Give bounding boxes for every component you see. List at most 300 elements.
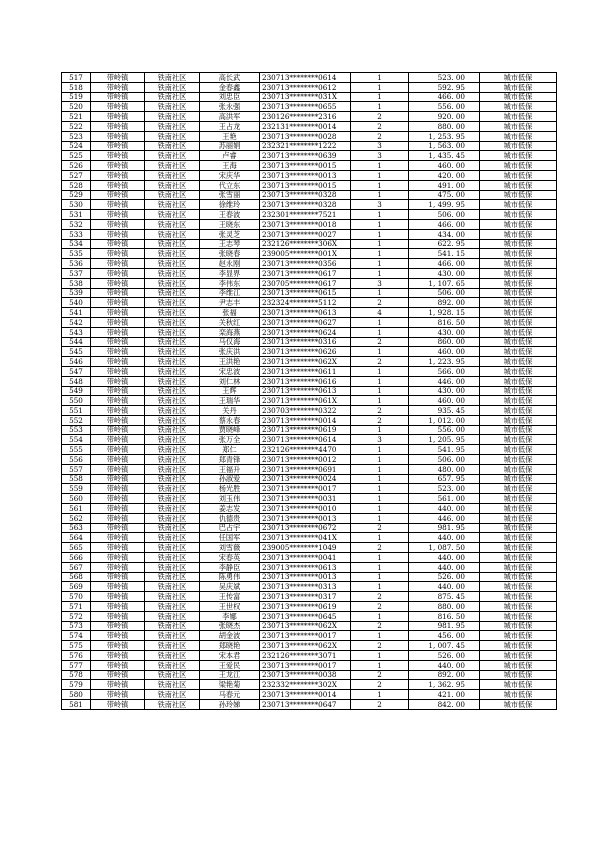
- amount-cell: 440. 00: [409, 533, 480, 543]
- row-number-cell: 556: [62, 455, 91, 465]
- community-cell: 铁南社区: [145, 239, 200, 249]
- community-cell: 铁南社区: [145, 219, 200, 229]
- row-number-cell: 533: [62, 229, 91, 239]
- row-number-cell: 543: [62, 327, 91, 337]
- category-cell: 城市低保: [480, 347, 557, 357]
- town-cell: 带岭镇: [91, 337, 145, 347]
- id-number-cell: 230705********0617: [260, 278, 351, 288]
- row-number-cell: 557: [62, 464, 91, 474]
- community-cell: 铁南社区: [145, 484, 200, 494]
- name-cell: 陈勇伟: [200, 572, 260, 582]
- row-number-cell: 563: [62, 523, 91, 533]
- community-cell: 铁南社区: [145, 278, 200, 288]
- name-cell: 宋本君: [200, 651, 260, 661]
- id-number-cell: 230713********0316: [260, 337, 351, 347]
- id-number-cell: 230713********0624: [260, 327, 351, 337]
- row-number-cell: 539: [62, 288, 91, 298]
- household-size-cell: 1: [351, 572, 409, 582]
- row-number-cell: 565: [62, 543, 91, 553]
- name-cell: 梁艳菊: [200, 680, 260, 690]
- category-cell: 城市低保: [480, 513, 557, 523]
- row-number-cell: 571: [62, 602, 91, 612]
- household-size-cell: 1: [351, 611, 409, 621]
- town-cell: 带岭镇: [91, 268, 145, 278]
- household-size-cell: 2: [351, 543, 409, 553]
- id-number-cell: 230713********0611: [260, 366, 351, 376]
- community-cell: 铁南社区: [145, 298, 200, 308]
- community-cell: 铁南社区: [145, 259, 200, 269]
- amount-cell: 556. 00: [409, 425, 480, 435]
- id-number-cell: 230713********0619: [260, 425, 351, 435]
- amount-cell: 556. 00: [409, 102, 480, 112]
- id-number-cell: 232321********1222: [260, 141, 351, 151]
- category-cell: 城市低保: [480, 396, 557, 406]
- amount-cell: 430. 00: [409, 268, 480, 278]
- town-cell: 带岭镇: [91, 131, 145, 141]
- household-size-cell: 1: [351, 366, 409, 376]
- community-cell: 铁南社区: [145, 151, 200, 161]
- category-cell: 城市低保: [480, 308, 557, 318]
- id-number-cell: 230713********0013: [260, 170, 351, 180]
- household-size-cell: 1: [351, 660, 409, 670]
- town-cell: 带岭镇: [91, 445, 145, 455]
- id-number-cell: 230713********0015: [260, 161, 351, 171]
- town-cell: 带岭镇: [91, 572, 145, 582]
- table-row: [62, 670, 557, 680]
- category-cell: 城市低保: [480, 317, 557, 327]
- table-row: [62, 513, 557, 523]
- table-row: [62, 229, 557, 239]
- name-cell: 王世权: [200, 602, 260, 612]
- community-cell: 铁南社区: [145, 553, 200, 563]
- category-cell: 城市低保: [480, 553, 557, 563]
- table-row: [62, 641, 557, 651]
- name-cell: 巴占宇: [200, 523, 260, 533]
- amount-cell: 892. 00: [409, 298, 480, 308]
- name-cell: 郑青锋: [200, 455, 260, 465]
- name-cell: 刘忠臣: [200, 92, 260, 102]
- name-cell: 任国军: [200, 533, 260, 543]
- row-number-cell: 531: [62, 210, 91, 220]
- community-cell: 铁南社区: [145, 337, 200, 347]
- town-cell: 带岭镇: [91, 611, 145, 621]
- table-row: [62, 523, 557, 533]
- town-cell: 带岭镇: [91, 592, 145, 602]
- row-number-cell: 561: [62, 504, 91, 514]
- town-cell: 带岭镇: [91, 308, 145, 318]
- row-number-cell: 578: [62, 670, 91, 680]
- table-row: [62, 464, 557, 474]
- community-cell: 铁南社区: [145, 112, 200, 122]
- amount-cell: 1, 007. 45: [409, 641, 480, 651]
- amount-cell: 880. 00: [409, 121, 480, 131]
- category-cell: 城市低保: [480, 504, 557, 514]
- table-row: [62, 268, 557, 278]
- household-size-cell: 1: [351, 210, 409, 220]
- table-row: [62, 366, 557, 376]
- household-size-cell: 2: [351, 112, 409, 122]
- category-cell: 城市低保: [480, 170, 557, 180]
- community-cell: 铁南社区: [145, 288, 200, 298]
- category-cell: 城市低保: [480, 464, 557, 474]
- row-number-cell: 549: [62, 386, 91, 396]
- row-number-cell: 569: [62, 582, 91, 592]
- town-cell: 带岭镇: [91, 621, 145, 631]
- name-cell: 张庆洪: [200, 347, 260, 357]
- amount-cell: 860. 00: [409, 337, 480, 347]
- household-size-cell: 1: [351, 376, 409, 386]
- name-cell: 姜志发: [200, 504, 260, 514]
- amount-cell: 816. 50: [409, 317, 480, 327]
- household-size-cell: 1: [351, 268, 409, 278]
- household-size-cell: 2: [351, 621, 409, 631]
- id-number-cell: 230713********0017: [260, 660, 351, 670]
- row-number-cell: 520: [62, 102, 91, 112]
- category-cell: 城市低保: [480, 611, 557, 621]
- id-number-cell: 230713********0672: [260, 523, 351, 533]
- town-cell: 带岭镇: [91, 376, 145, 386]
- amount-cell: 506. 00: [409, 210, 480, 220]
- id-number-cell: 232301********7521: [260, 210, 351, 220]
- name-cell: 胡金波: [200, 631, 260, 641]
- household-size-cell: 1: [351, 386, 409, 396]
- category-cell: 城市低保: [480, 288, 557, 298]
- amount-cell: 440. 00: [409, 553, 480, 563]
- table-row: [62, 102, 557, 112]
- name-cell: 代立东: [200, 180, 260, 190]
- row-number-cell: 560: [62, 494, 91, 504]
- town-cell: 带岭镇: [91, 190, 145, 200]
- household-size-cell: 2: [351, 523, 409, 533]
- household-size-cell: 1: [351, 425, 409, 435]
- id-number-cell: 230126********2316: [260, 112, 351, 122]
- household-size-cell: 1: [351, 219, 409, 229]
- category-cell: 城市低保: [480, 249, 557, 259]
- household-size-cell: 1: [351, 288, 409, 298]
- id-number-cell: 230713********0356: [260, 259, 351, 269]
- name-cell: 王瑞华: [200, 396, 260, 406]
- benefit-table: [61, 72, 557, 710]
- community-cell: 铁南社区: [145, 611, 200, 621]
- row-number-cell: 525: [62, 151, 91, 161]
- category-cell: 城市低保: [480, 219, 557, 229]
- household-size-cell: 1: [351, 513, 409, 523]
- town-cell: 带岭镇: [91, 513, 145, 523]
- amount-cell: 421. 00: [409, 690, 480, 700]
- amount-cell: 592. 95: [409, 82, 480, 92]
- amount-cell: 981. 95: [409, 523, 480, 533]
- household-size-cell: 1: [351, 445, 409, 455]
- name-cell: 郑仁: [200, 445, 260, 455]
- category-cell: 城市低保: [480, 660, 557, 670]
- row-number-cell: 568: [62, 572, 91, 582]
- row-number-cell: 523: [62, 131, 91, 141]
- amount-cell: 1, 563. 00: [409, 141, 480, 151]
- table-row: [62, 337, 557, 347]
- amount-cell: 446. 00: [409, 513, 480, 523]
- category-cell: 城市低保: [480, 484, 557, 494]
- category-cell: 城市低保: [480, 141, 557, 151]
- household-size-cell: 2: [351, 357, 409, 367]
- amount-cell: 466. 00: [409, 259, 480, 269]
- category-cell: 城市低保: [480, 278, 557, 288]
- name-cell: 张晓杰: [200, 621, 260, 631]
- town-cell: 带岭镇: [91, 651, 145, 661]
- name-cell: 栾海燕: [200, 327, 260, 337]
- household-size-cell: 1: [351, 464, 409, 474]
- name-cell: 孙玲娣: [200, 700, 260, 710]
- amount-cell: 523. 00: [409, 73, 480, 83]
- table-row: [62, 425, 557, 435]
- name-cell: 张晓春: [200, 249, 260, 259]
- name-cell: 张灵芝: [200, 229, 260, 239]
- category-cell: 城市低保: [480, 357, 557, 367]
- community-cell: 铁南社区: [145, 249, 200, 259]
- community-cell: 铁南社区: [145, 513, 200, 523]
- name-cell: 李显界: [200, 268, 260, 278]
- town-cell: 带岭镇: [91, 641, 145, 651]
- name-cell: 王爱民: [200, 660, 260, 670]
- id-number-cell: 230713********0615: [260, 288, 351, 298]
- name-cell: 金春鑫: [200, 82, 260, 92]
- household-size-cell: 1: [351, 102, 409, 112]
- name-cell: 李静臣: [200, 562, 260, 572]
- id-number-cell: 230713********0626: [260, 347, 351, 357]
- household-size-cell: 1: [351, 180, 409, 190]
- amount-cell: 446. 00: [409, 376, 480, 386]
- household-size-cell: 1: [351, 92, 409, 102]
- town-cell: 带岭镇: [91, 690, 145, 700]
- id-number-cell: 239005********001X: [260, 249, 351, 259]
- row-number-cell: 518: [62, 82, 91, 92]
- household-size-cell: 3: [351, 278, 409, 288]
- table-row: [62, 543, 557, 553]
- town-cell: 带岭镇: [91, 631, 145, 641]
- town-cell: 带岭镇: [91, 680, 145, 690]
- row-number-cell: 535: [62, 249, 91, 259]
- amount-cell: 460. 00: [409, 396, 480, 406]
- name-cell: 宋忠波: [200, 366, 260, 376]
- household-size-cell: 1: [351, 455, 409, 465]
- table-row: [62, 680, 557, 690]
- row-number-cell: 544: [62, 337, 91, 347]
- amount-cell: 420. 00: [409, 170, 480, 180]
- category-cell: 城市低保: [480, 602, 557, 612]
- table-row: [62, 200, 557, 210]
- category-cell: 城市低保: [480, 455, 557, 465]
- amount-cell: 892. 00: [409, 670, 480, 680]
- name-cell: 杨光胜: [200, 484, 260, 494]
- amount-cell: 460. 00: [409, 161, 480, 171]
- community-cell: 铁南社区: [145, 700, 200, 710]
- community-cell: 铁南社区: [145, 631, 200, 641]
- community-cell: 铁南社区: [145, 445, 200, 455]
- town-cell: 带岭镇: [91, 112, 145, 122]
- row-number-cell: 540: [62, 298, 91, 308]
- table-row: [62, 572, 557, 582]
- community-cell: 铁南社区: [145, 366, 200, 376]
- row-number-cell: 567: [62, 562, 91, 572]
- table-row: [62, 82, 557, 92]
- community-cell: 铁南社区: [145, 660, 200, 670]
- id-number-cell: 230713********0655: [260, 102, 351, 112]
- household-size-cell: 2: [351, 121, 409, 131]
- community-cell: 铁南社区: [145, 210, 200, 220]
- amount-cell: 1, 107. 65: [409, 278, 480, 288]
- town-cell: 带岭镇: [91, 425, 145, 435]
- row-number-cell: 559: [62, 484, 91, 494]
- table-row: [62, 553, 557, 563]
- table-row: [62, 415, 557, 425]
- community-cell: 铁南社区: [145, 523, 200, 533]
- town-cell: 带岭镇: [91, 347, 145, 357]
- row-number-cell: 532: [62, 219, 91, 229]
- table-row: [62, 494, 557, 504]
- id-number-cell: 230713********0015: [260, 180, 351, 190]
- id-number-cell: 230713********0627: [260, 317, 351, 327]
- row-number-cell: 573: [62, 621, 91, 631]
- amount-cell: 1, 012. 00: [409, 415, 480, 425]
- name-cell: 苏丽娟: [200, 141, 260, 151]
- category-cell: 城市低保: [480, 73, 557, 83]
- table-row: [62, 73, 557, 83]
- category-cell: 城市低保: [480, 268, 557, 278]
- category-cell: 城市低保: [480, 425, 557, 435]
- table-row: [62, 582, 557, 592]
- category-cell: 城市低保: [480, 386, 557, 396]
- id-number-cell: 230713********0613: [260, 308, 351, 318]
- community-cell: 铁南社区: [145, 651, 200, 661]
- name-cell: 徐维玲: [200, 200, 260, 210]
- amount-cell: 920. 00: [409, 112, 480, 122]
- row-number-cell: 551: [62, 406, 91, 416]
- amount-cell: 541. 95: [409, 445, 480, 455]
- category-cell: 城市低保: [480, 641, 557, 651]
- name-cell: 孙淑爱: [200, 474, 260, 484]
- community-cell: 铁南社区: [145, 268, 200, 278]
- category-cell: 城市低保: [480, 523, 557, 533]
- name-cell: 王志琴: [200, 239, 260, 249]
- row-number-cell: 576: [62, 651, 91, 661]
- id-number-cell: 232126********306X: [260, 239, 351, 249]
- community-cell: 铁南社区: [145, 73, 200, 83]
- table-row: [62, 288, 557, 298]
- town-cell: 带岭镇: [91, 660, 145, 670]
- household-size-cell: 2: [351, 415, 409, 425]
- table-row: [62, 474, 557, 484]
- town-cell: 带岭镇: [91, 229, 145, 239]
- town-cell: 带岭镇: [91, 455, 145, 465]
- name-cell: 关丹: [200, 406, 260, 416]
- category-cell: 城市低保: [480, 190, 557, 200]
- amount-cell: 1, 087. 50: [409, 543, 480, 553]
- table-row: [62, 347, 557, 357]
- name-cell: 刘仁林: [200, 376, 260, 386]
- amount-cell: 456. 00: [409, 631, 480, 641]
- town-cell: 带岭镇: [91, 700, 145, 710]
- category-cell: 城市低保: [480, 651, 557, 661]
- name-cell: 王海: [200, 161, 260, 171]
- row-number-cell: 581: [62, 700, 91, 710]
- household-size-cell: 1: [351, 259, 409, 269]
- community-cell: 铁南社区: [145, 386, 200, 396]
- id-number-cell: 230713********0317: [260, 592, 351, 602]
- household-size-cell: 2: [351, 298, 409, 308]
- category-cell: 城市低保: [480, 92, 557, 102]
- amount-cell: 491. 00: [409, 180, 480, 190]
- amount-cell: 1, 362. 95: [409, 680, 480, 690]
- row-number-cell: 562: [62, 513, 91, 523]
- town-cell: 带岭镇: [91, 151, 145, 161]
- community-cell: 铁南社区: [145, 543, 200, 553]
- household-size-cell: 1: [351, 562, 409, 572]
- amount-cell: 816. 50: [409, 611, 480, 621]
- amount-cell: 1, 253. 95: [409, 131, 480, 141]
- town-cell: 带岭镇: [91, 161, 145, 171]
- amount-cell: 880. 00: [409, 602, 480, 612]
- community-cell: 铁南社区: [145, 562, 200, 572]
- amount-cell: 430. 00: [409, 327, 480, 337]
- row-number-cell: 534: [62, 239, 91, 249]
- community-cell: 铁南社区: [145, 641, 200, 651]
- category-cell: 城市低保: [480, 572, 557, 582]
- id-number-cell: 230713********0014: [260, 415, 351, 425]
- town-cell: 带岭镇: [91, 543, 145, 553]
- community-cell: 铁南社区: [145, 347, 200, 357]
- household-size-cell: 4: [351, 308, 409, 318]
- amount-cell: 566. 00: [409, 366, 480, 376]
- community-cell: 铁南社区: [145, 161, 200, 171]
- category-cell: 城市低保: [480, 112, 557, 122]
- table-row: [62, 376, 557, 386]
- community-cell: 铁南社区: [145, 582, 200, 592]
- row-number-cell: 529: [62, 190, 91, 200]
- community-cell: 铁南社区: [145, 504, 200, 514]
- id-number-cell: 230713********0614: [260, 435, 351, 445]
- category-cell: 城市低保: [480, 592, 557, 602]
- category-cell: 城市低保: [480, 102, 557, 112]
- name-cell: 高洪军: [200, 112, 260, 122]
- category-cell: 城市低保: [480, 121, 557, 131]
- amount-cell: 466. 00: [409, 92, 480, 102]
- household-size-cell: 1: [351, 474, 409, 484]
- table-row: [62, 308, 557, 318]
- row-number-cell: 564: [62, 533, 91, 543]
- id-number-cell: 230713********0647: [260, 700, 351, 710]
- id-number-cell: 230713********0613: [260, 386, 351, 396]
- town-cell: 带岭镇: [91, 562, 145, 572]
- row-number-cell: 574: [62, 631, 91, 641]
- household-size-cell: 1: [351, 396, 409, 406]
- community-cell: 铁南社区: [145, 317, 200, 327]
- town-cell: 带岭镇: [91, 259, 145, 269]
- row-number-cell: 580: [62, 690, 91, 700]
- amount-cell: 430. 00: [409, 386, 480, 396]
- table-row: [62, 259, 557, 269]
- category-cell: 城市低保: [480, 180, 557, 190]
- household-size-cell: 1: [351, 249, 409, 259]
- amount-cell: 561. 00: [409, 494, 480, 504]
- community-cell: 铁南社区: [145, 602, 200, 612]
- name-cell: 李维江: [200, 288, 260, 298]
- town-cell: 带岭镇: [91, 327, 145, 337]
- name-cell: 王龙江: [200, 670, 260, 680]
- table-body: [62, 73, 557, 710]
- row-number-cell: 542: [62, 317, 91, 327]
- id-number-cell: 230713********0014: [260, 690, 351, 700]
- name-cell: 尹志丰: [200, 298, 260, 308]
- category-cell: 城市低保: [480, 151, 557, 161]
